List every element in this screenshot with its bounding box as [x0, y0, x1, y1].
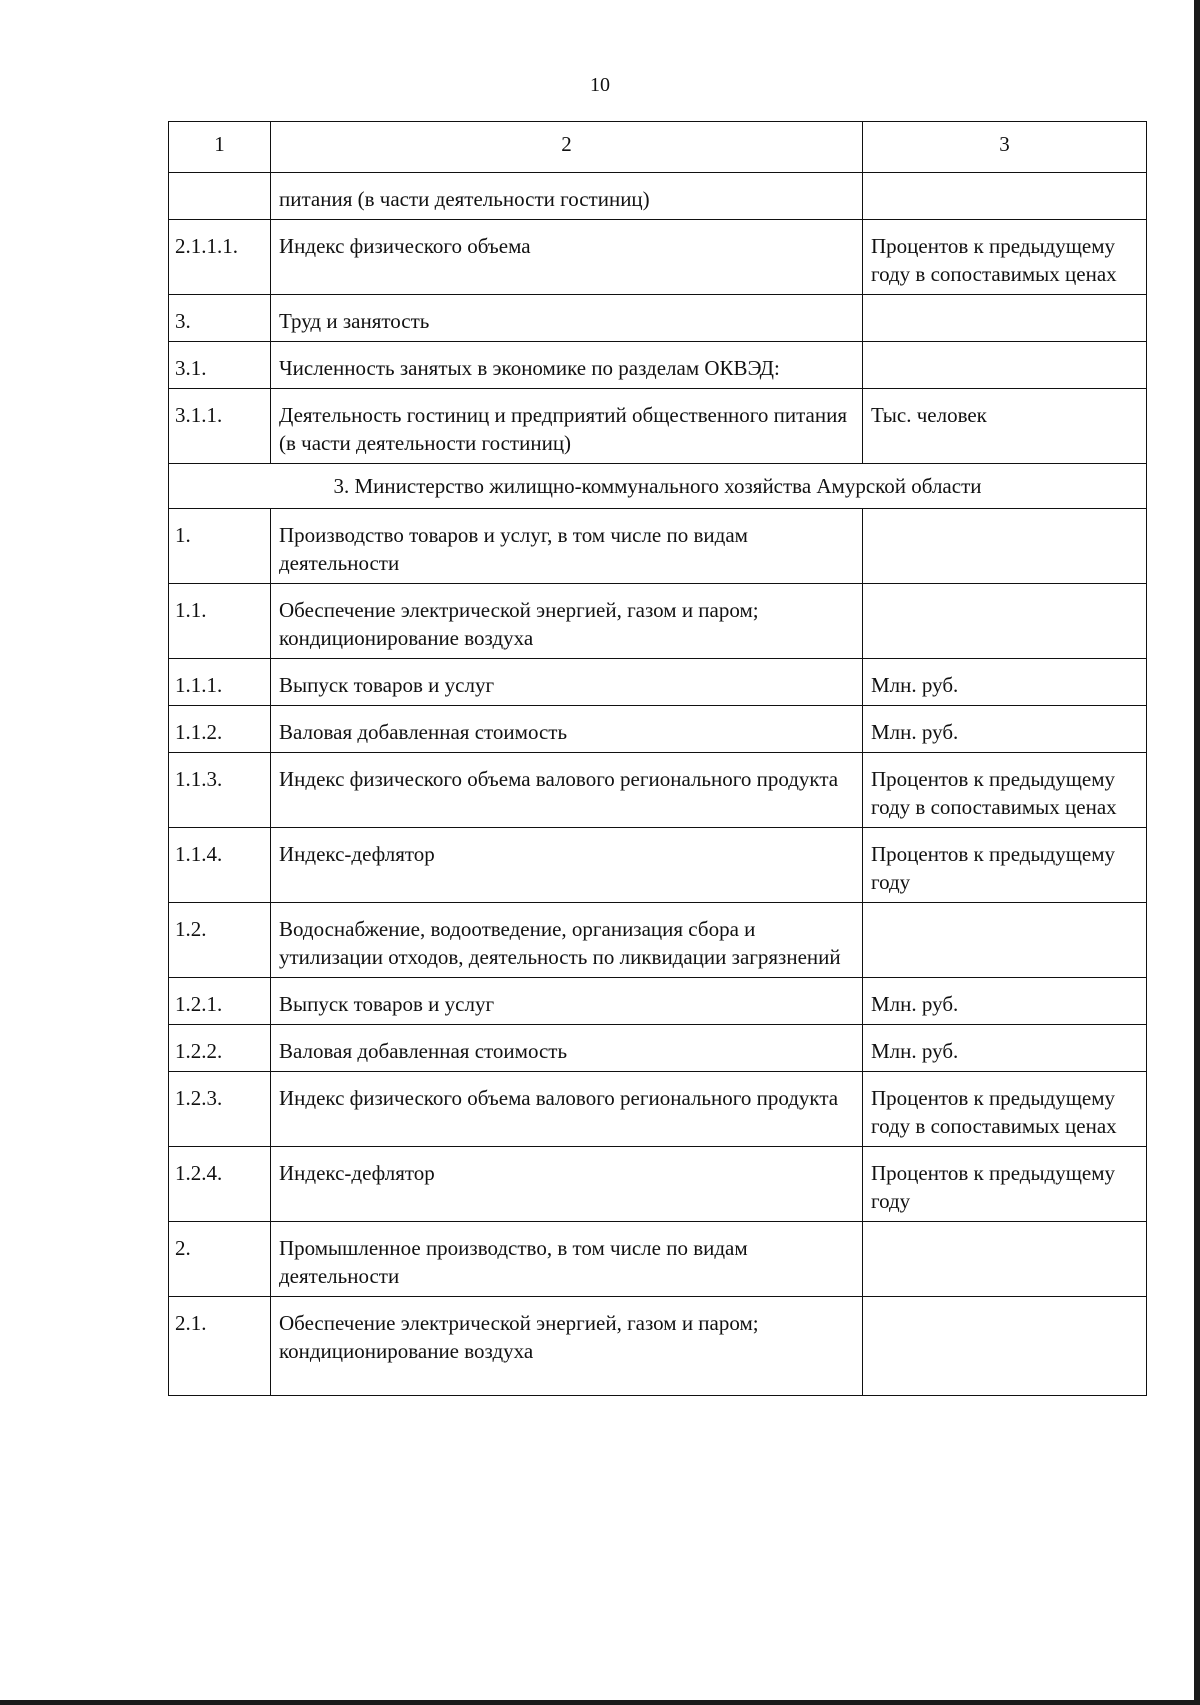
row-unit: [863, 584, 1147, 659]
row-indicator: Промышленное производство, в том числе по видам деятельности: [271, 1222, 863, 1297]
table-row: [169, 342, 1147, 389]
row-number: 1.1.3.: [169, 753, 271, 828]
table-row: [169, 1222, 1147, 1297]
row-number: [169, 173, 271, 220]
row-indicator: Индекс физического объема: [271, 220, 863, 295]
row-unit: Тыс. человек: [863, 389, 1147, 464]
table-header-row: [169, 122, 1147, 173]
row-unit: Процентов к предыдущему году: [863, 828, 1147, 903]
page-number: 10: [590, 74, 610, 96]
row-unit: [863, 509, 1147, 584]
row-number: 2.: [169, 1222, 271, 1297]
row-indicator: Индекс-дефлятор: [271, 828, 863, 903]
row-unit: Процентов к предыдущему году в сопоставимых ценах: [863, 220, 1147, 295]
table-row: [169, 1297, 1147, 1396]
table-row: [169, 903, 1147, 978]
row-number: 1.1.1.: [169, 659, 271, 706]
row-indicator: Индекс физического объема валового регионального продукта: [271, 753, 863, 828]
column-header-indicator: 2: [271, 122, 863, 173]
table-row: [169, 389, 1147, 464]
row-indicator: Выпуск товаров и услуг: [271, 659, 863, 706]
row-number: 1.1.: [169, 584, 271, 659]
row-number: 1.2.3.: [169, 1072, 271, 1147]
table-row: [169, 978, 1147, 1025]
row-number: 3.: [169, 295, 271, 342]
column-header-number: 1: [169, 122, 271, 173]
table-row: [169, 706, 1147, 753]
row-number: 3.1.1.: [169, 389, 271, 464]
section-title: 3. Министерство жилищно-коммунального хозяйства Амурской области: [169, 464, 1147, 509]
column-header-unit: 3: [863, 122, 1147, 173]
row-unit: [863, 1222, 1147, 1297]
row-number: 2.1.: [169, 1297, 271, 1396]
row-indicator: Выпуск товаров и услуг: [271, 978, 863, 1025]
row-number: 1.2.4.: [169, 1147, 271, 1222]
indicators-table: [168, 121, 1147, 1396]
row-unit: [863, 342, 1147, 389]
table-row: [169, 1072, 1147, 1147]
row-indicator: Индекс-дефлятор: [271, 1147, 863, 1222]
row-indicator: Водоснабжение, водоотведение, организация сбора и утилизации отходов, деятельность по ликвидации загрязнений: [271, 903, 863, 978]
row-indicator: Обеспечение электрической энергией, газом и паром; кондиционирование воздуха: [271, 1297, 863, 1396]
row-unit: Млн. руб.: [863, 706, 1147, 753]
row-indicator: Труд и занятость: [271, 295, 863, 342]
scan-border-bottom: [0, 1700, 1200, 1705]
table-row: [169, 584, 1147, 659]
row-unit: [863, 295, 1147, 342]
row-indicator: Валовая добавленная стоимость: [271, 706, 863, 753]
table-row: [169, 295, 1147, 342]
table-row: [169, 753, 1147, 828]
row-unit: Процентов к предыдущему году: [863, 1147, 1147, 1222]
table-row: [169, 659, 1147, 706]
row-number: 2.1.1.1.: [169, 220, 271, 295]
row-indicator: Валовая добавленная стоимость: [271, 1025, 863, 1072]
row-indicator: питания (в части деятельности гостиниц): [271, 173, 863, 220]
row-unit: Млн. руб.: [863, 1025, 1147, 1072]
table-row: [169, 1025, 1147, 1072]
row-number: 3.1.: [169, 342, 271, 389]
scan-border-right: [1194, 0, 1200, 1705]
table-row: [169, 1147, 1147, 1222]
row-unit: Млн. руб.: [863, 659, 1147, 706]
row-indicator: Производство товаров и услуг, в том числе по видам деятельности: [271, 509, 863, 584]
row-indicator: Численность занятых в экономике по разделам ОКВЭД:: [271, 342, 863, 389]
table-row: [169, 828, 1147, 903]
row-number: 1.: [169, 509, 271, 584]
row-number: 1.1.2.: [169, 706, 271, 753]
row-number: 1.2.: [169, 903, 271, 978]
table-row: [169, 220, 1147, 295]
row-number: 1.2.2.: [169, 1025, 271, 1072]
row-indicator: Индекс физического объема валового регионального продукта: [271, 1072, 863, 1147]
section-heading-row: [169, 464, 1147, 509]
table-row: [169, 509, 1147, 584]
row-number: 1.2.1.: [169, 978, 271, 1025]
row-unit: Млн. руб.: [863, 978, 1147, 1025]
row-unit: [863, 1297, 1147, 1396]
table-row: [169, 173, 1147, 220]
row-indicator: Обеспечение электрической энергией, газом и паром; кондиционирование воздуха: [271, 584, 863, 659]
row-unit: Процентов к предыдущему году в сопоставимых ценах: [863, 753, 1147, 828]
row-indicator: Деятельность гостиниц и предприятий общественного питания (в части деятельности гостиниц): [271, 389, 863, 464]
row-unit: [863, 173, 1147, 220]
row-number: 1.1.4.: [169, 828, 271, 903]
row-unit: [863, 903, 1147, 978]
row-unit: Процентов к предыдущему году в сопоставимых ценах: [863, 1072, 1147, 1147]
